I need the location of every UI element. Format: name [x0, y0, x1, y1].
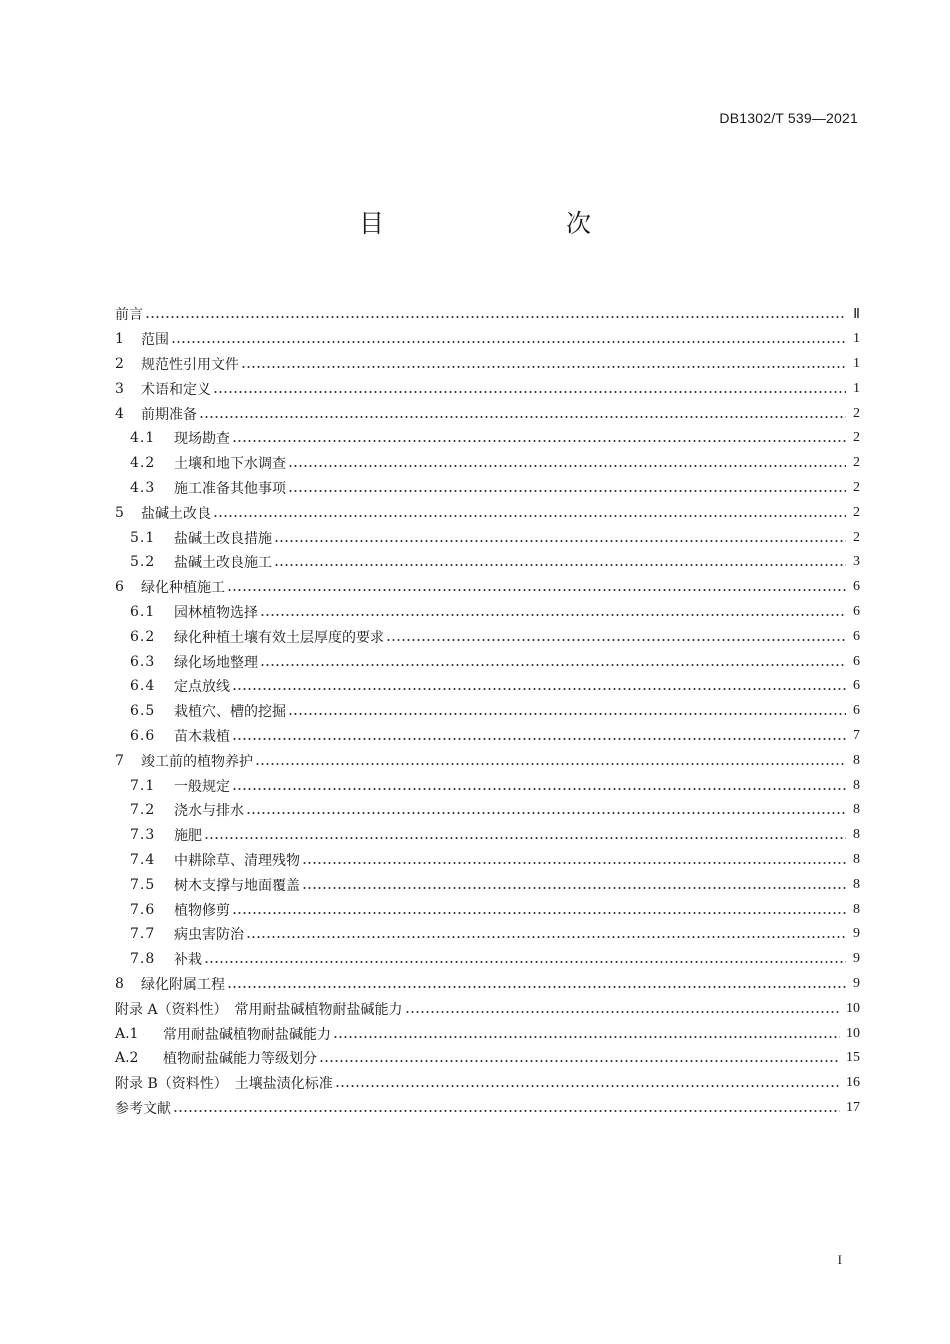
toc-entry-title: 盐碱土改良 [141, 505, 211, 522]
toc-entry-number: A.2 [115, 1050, 139, 1067]
toc-entry-label-group [115, 875, 300, 895]
toc-entry-label-group [115, 379, 211, 399]
toc-entry-number: 3 [115, 380, 124, 397]
toc-entry-title: 中耕除草、清理残物 [174, 852, 300, 869]
toc-entry-page: 9 [853, 926, 860, 942]
toc-entry-label-group [115, 999, 403, 1019]
toc-leader-dots [173, 1110, 840, 1112]
toc-entry-label-group [115, 428, 230, 448]
toc-leader-dots [232, 788, 846, 790]
toc-entry-label-group [115, 602, 258, 622]
toc-entry-label-group [115, 627, 384, 647]
toc-leader-dots [204, 961, 846, 963]
toc-entry-number: 6.6 [130, 727, 156, 744]
toc-leader-dots [386, 639, 846, 641]
toc-entry[interactable] [115, 798, 860, 823]
toc-entry[interactable] [115, 352, 860, 377]
toc-entry-number: 4 [115, 405, 124, 422]
toc-entry-page: 2 [853, 479, 860, 495]
toc-entry-title: 植物耐盐碱能力等级划分 [163, 1051, 317, 1068]
toc-entry-title: 浇水与排水 [174, 803, 244, 820]
toc-entry-label-group [115, 776, 230, 796]
toc-leader-dots [288, 713, 846, 715]
toc-leader-dots [232, 738, 846, 740]
toc-entry[interactable] [115, 748, 860, 773]
toc-entry-number: A.1 [115, 1025, 139, 1042]
toc-entry-title: 施肥 [174, 828, 202, 845]
toc-entry-number: 5.1 [130, 529, 156, 546]
toc-entry-title: 盐碱土改良措施 [174, 530, 272, 547]
toc-entry[interactable] [115, 674, 860, 699]
toc-entry[interactable] [115, 922, 860, 947]
toc-entry[interactable] [115, 897, 860, 922]
toc-entry-label-group [115, 354, 239, 374]
toc-entry-label-group [115, 329, 169, 349]
toc-entry-label-group [115, 577, 225, 597]
toc-entry-page: 2 [853, 455, 860, 471]
toc-entry-page: 6 [853, 628, 860, 644]
toc-entry-number: 7 [115, 752, 124, 769]
toc-entry-page: 17 [846, 1099, 860, 1115]
toc-leader-dots [232, 440, 846, 442]
toc-entry-label-group [115, 1073, 333, 1093]
toc-entry-number: 2 [115, 355, 124, 372]
toc-entry-label-group [115, 652, 258, 672]
toc-entry[interactable] [115, 724, 860, 749]
toc-entry-title: 施工准备其他事项 [174, 480, 286, 497]
toc-entry[interactable] [115, 500, 860, 525]
toc-leader-dots [213, 391, 846, 393]
toc-entry[interactable] [115, 401, 860, 426]
toc-leader-dots [213, 515, 846, 517]
toc-leader-dots [241, 366, 846, 368]
toc-entry-number: 4.2 [130, 455, 156, 472]
toc-entry-page: 8 [853, 827, 860, 843]
toc-entry-label-group [115, 1098, 171, 1118]
toc-entry-label-group [115, 825, 202, 845]
toc-entry-title: 盐碱土改良施工 [174, 555, 272, 572]
toc-entry[interactable] [115, 1046, 860, 1071]
toc-entry[interactable] [115, 773, 860, 798]
toc-entry[interactable] [115, 699, 860, 724]
toc-entry-page: 8 [853, 752, 860, 768]
toc-entry[interactable] [115, 823, 860, 848]
toc-entry-page: 6 [853, 653, 860, 669]
toc-leader-dots [260, 614, 846, 616]
toc-entry-page: 16 [846, 1075, 860, 1091]
toc-leader-dots [405, 1011, 840, 1013]
toc-leader-dots [260, 664, 846, 666]
toc-entry-number: 7.3 [130, 827, 156, 844]
toc-entry[interactable] [115, 451, 860, 476]
toc-entry[interactable] [115, 1096, 860, 1121]
toc-entry-label-group [115, 453, 286, 473]
toc-leader-dots [335, 1085, 840, 1087]
toc-entry-title: 绿化种植土壤有效土层厚度的要求 [174, 629, 384, 646]
toc-entry[interactable] [115, 947, 860, 972]
toc-entry-label-group [115, 701, 286, 721]
toc-entry-number: 4.3 [130, 479, 156, 496]
toc-leader-dots [302, 862, 846, 864]
toc-entry[interactable] [115, 649, 860, 674]
toc-entry-label-group [115, 900, 230, 920]
toc-entry-page: 1 [853, 380, 860, 396]
toc-entry-page: 2 [853, 405, 860, 421]
toc-entry-number: 6.1 [130, 603, 156, 620]
toc-entry-title: 参考文献 [115, 1100, 171, 1117]
toc-entry-page: 8 [853, 876, 860, 892]
toc-entry-title: 现场勘查 [174, 431, 230, 448]
toc-entry-label-group [115, 1024, 331, 1044]
toc-entry[interactable] [115, 600, 860, 625]
toc-entry-page: 9 [853, 975, 860, 991]
toc-entry-label-group [115, 726, 230, 746]
toc-entry-label-group [115, 503, 211, 523]
toc-entry[interactable] [115, 848, 860, 873]
toc-entry-title: 一般规定 [174, 778, 230, 795]
toc-entry[interactable] [115, 302, 860, 327]
toc-entry-label-group [115, 751, 253, 771]
toc-entry[interactable] [115, 476, 860, 501]
toc-entry[interactable] [115, 624, 860, 649]
toc-entry-label-group [115, 800, 244, 820]
toc-entry-title: 植物修剪 [174, 902, 230, 919]
toc-entry-number: 7.8 [130, 951, 156, 968]
toc-entry-title: 土壤和地下水调查 [174, 456, 286, 473]
toc-leader-dots [227, 986, 846, 988]
toc-entry-page: 8 [853, 802, 860, 818]
toc-entry-title: 常用耐盐碱植物耐盐碱能力 [163, 1026, 331, 1043]
toc-entry-number: 5 [115, 504, 124, 521]
toc-entry-page: 6 [853, 678, 860, 694]
toc-entry[interactable] [115, 996, 860, 1021]
toc-entry-title: 定点放线 [174, 679, 230, 696]
toc-entry-number: 7.2 [130, 802, 156, 819]
toc-leader-dots [145, 316, 846, 318]
toc-leader-dots [204, 837, 846, 839]
toc-leader-dots [319, 1060, 840, 1062]
toc-entry-page: 8 [853, 851, 860, 867]
toc-entry-title: 病虫害防治 [174, 927, 244, 944]
toc-entry-title: 苗木栽植 [174, 728, 230, 745]
toc-entry-page: 1 [853, 331, 860, 347]
toc-entry-title: 树木支撑与地面覆盖 [174, 877, 300, 894]
toc-leader-dots [246, 812, 846, 814]
toc-entry-label-group [115, 924, 244, 944]
toc-entry[interactable] [115, 550, 860, 575]
toc-entry-page: 10 [846, 1000, 860, 1016]
toc-entry-title: 竣工前的植物养护 [141, 753, 253, 770]
toc-entry-number: 4.1 [130, 430, 156, 447]
toc-entry-title: 附录 A（资料性） 常用耐盐碱植物耐盐碱能力 [115, 1001, 403, 1018]
toc-entry-page: 2 [853, 430, 860, 446]
toc-entry-label-group [115, 304, 143, 324]
toc-entry-number: 8 [115, 975, 124, 992]
toc-entry-label-group [115, 478, 286, 498]
toc-leader-dots [333, 1036, 840, 1038]
toc-entry-page: 9 [853, 951, 860, 967]
toc-leader-dots [171, 341, 846, 343]
toc-entry[interactable] [115, 872, 860, 897]
toc-entry-label-group [115, 552, 272, 572]
toc-entry[interactable] [115, 327, 860, 352]
toc-entry-title: 补栽 [174, 952, 202, 969]
toc-entry-label-group [115, 676, 230, 696]
table-of-contents [115, 302, 860, 1120]
toc-entry-page: 8 [853, 777, 860, 793]
toc-leader-dots [232, 912, 846, 914]
toc-leader-dots [288, 465, 846, 467]
toc-entry[interactable] [115, 1071, 860, 1096]
page-number: I [837, 1252, 842, 1267]
toc-entry-label-group [115, 404, 197, 424]
toc-entry-title: 范围 [141, 332, 169, 349]
toc-entry-title: 绿化附属工程 [141, 976, 225, 993]
toc-entry-number: 7.7 [130, 926, 156, 943]
toc-entry-title: 附录 B（资料性） 土壤盐渍化标准 [115, 1076, 333, 1093]
toc-leader-dots [199, 416, 846, 418]
toc-entry-number: 6.2 [130, 628, 156, 645]
toc-entry-label-group [115, 949, 202, 969]
toc-entry-number: 6.3 [130, 653, 156, 670]
toc-entry-title: 园林植物选择 [174, 604, 258, 621]
page-title: 目 次 [358, 209, 635, 238]
toc-entry-label-group [115, 528, 272, 548]
toc-entry[interactable] [115, 376, 860, 401]
toc-entry-number: 7.1 [130, 777, 156, 794]
toc-leader-dots [227, 589, 846, 591]
toc-leader-dots [302, 887, 846, 889]
toc-leader-dots [288, 490, 846, 492]
toc-entry[interactable] [115, 525, 860, 550]
toc-leader-dots [232, 688, 846, 690]
toc-entry-number: 5.2 [130, 554, 156, 571]
toc-leader-dots [255, 763, 846, 765]
toc-entry-number: 6.5 [130, 703, 156, 720]
toc-entry-page: 7 [853, 727, 860, 743]
toc-entry-page: 1 [853, 355, 860, 371]
toc-entry[interactable] [115, 575, 860, 600]
toc-entry-label-group [115, 974, 225, 994]
toc-entry-label-group [115, 1048, 317, 1068]
toc-entry-page: 6 [853, 579, 860, 595]
document-code: DB1302/T 539—2021 [719, 110, 858, 126]
toc-entry-title: 规范性引用文件 [141, 356, 239, 373]
toc-entry-page: 6 [853, 603, 860, 619]
toc-entry-title: 前期准备 [141, 406, 197, 423]
toc-entry-number: 7.5 [130, 876, 156, 893]
toc-leader-dots [274, 540, 846, 542]
toc-entry-number: 7.6 [130, 901, 156, 918]
toc-entry-page: Ⅱ [853, 306, 860, 322]
toc-entry-title: 绿化场地整理 [174, 654, 258, 671]
toc-entry-title: 栽植穴、槽的挖掘 [174, 704, 286, 721]
toc-entry-page: 10 [846, 1025, 860, 1041]
toc-entry-title: 术语和定义 [141, 381, 211, 398]
toc-entry-number: 6.4 [130, 678, 156, 695]
toc-entry-page: 2 [853, 529, 860, 545]
toc-entry-title: 绿化种植施工 [141, 580, 225, 597]
toc-entry-number: 6 [115, 579, 124, 596]
toc-entry[interactable] [115, 972, 860, 997]
toc-entry-label-group [115, 850, 300, 870]
toc-entry[interactable] [115, 1021, 860, 1046]
toc-entry-page: 8 [853, 901, 860, 917]
toc-entry-page: 6 [853, 703, 860, 719]
toc-entry-number: 1 [115, 331, 124, 348]
toc-leader-dots [246, 936, 846, 938]
toc-entry-title: 前言 [115, 307, 143, 324]
toc-leader-dots [274, 564, 846, 566]
toc-entry-page: 15 [846, 1050, 860, 1066]
toc-entry-number: 7.4 [130, 851, 156, 868]
toc-entry[interactable] [115, 426, 860, 451]
toc-entry-page: 2 [853, 504, 860, 520]
toc-entry-page: 3 [853, 554, 860, 570]
